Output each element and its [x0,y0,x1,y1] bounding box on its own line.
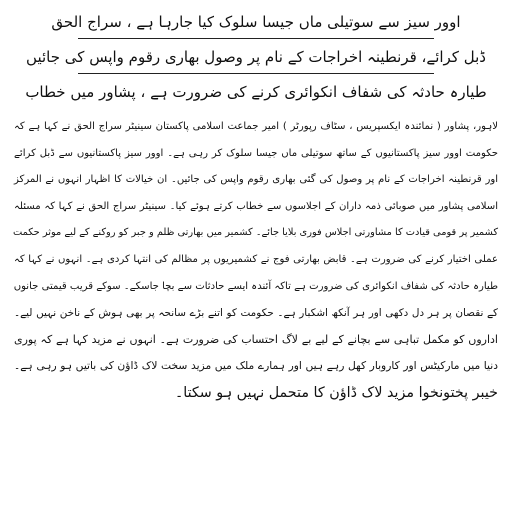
headline-sub-1: ڈبل کرائے، قرنطینہ اخراجات کے نام پر وصول بھاری رقوم واپس کی جائیں [26,48,486,66]
body-line: عملی اختیار کرنے کی ضرورت ہے۔ قابض بھارتی فوج نے کشمیریوں پر مظالم کی انتہا کردی ہے۔ انہوں نے کہا کہ [14,253,498,265]
body-line: لاہور، پشاور ( نمائندہ ایکسپریس ، سٹاف رپورٹر ) امیر جماعت اسلامی پاکستان سینیٹر سراج الحق نے کہا ہے کہ [14,121,498,132]
article-body [14,114,498,407]
body-line: اور قرنطینہ اخراجات کے نام پر وصول کی گئی بھاری رقوم واپس کی جائیں۔ ان خیالات کا اظہار انہوں نے المرکز [14,174,498,186]
body-line: کے نقصان پر ہر دل دکھی اور ہر آنکھ اشکبار ہے۔ حکومت کو اتنے بڑے سانحہ پر بھی ہوش کے ناخن نہیں لیے۔ [14,307,498,320]
body-line: اسلامی پشاور میں صوبائی ذمہ داران کے اجلاسوں سے خطاب کرتے ہوئے کیا۔ سینیٹر سراج الحق نے کہا کہ مسئلہ [14,200,498,212]
body-line: کشمیر پر قومی قیادت کا مشاورتی اجلاس فوری بلایا جائے۔ کشمیر میں بھارتی ظلم و جبر کو روکنے کے لیے موثر حکمت [12,227,498,239]
body-line: اداروں کو مکمل تباہی سے بچانے کے لیے بے لاگ احتساب کی ضرورت ہے۔ انہوں نے مزید کہا ہے کہ پوری [14,332,498,346]
body-line: طیارہ حادثہ کی شفاف انکوائری کی ضرورت ہے تاکہ آئندہ ایسے حادثات سے بچا جاسکے۔ سوکے قریب قیمتی جانوں [13,280,498,292]
headline-block [14,4,498,108]
body-line: خیبر پختونخوا مزید لاک ڈاؤن کا متحمل نہیں ہو سکتا۔ [174,384,498,401]
body-line: دنیا میں مارکیٹس اور کاروبار کھل رہے ہیں اور ہمارے ملک میں مزید سخت لاک ڈاؤن کی باتیں ہو رہی ہے۔ [14,359,498,373]
headline-sub-2: طیارہ حادثہ کی شفاف انکوائری کرنے کی ضرورت ہے ، پشاور میں خطاب [25,83,487,101]
body-line: حکومت اوور سیز پاکستانیوں کے ساتھ سوتیلی ماں جیسا سلوک کر رہی ہے۔ اوور سیز پاکستانیوں سے ڈبل کرائے [14,147,498,159]
headline-main: اوور سیز سے سوتیلی ماں جیسا سلوک کیا جارہا ہے ، سراج الحق [51,13,461,31]
